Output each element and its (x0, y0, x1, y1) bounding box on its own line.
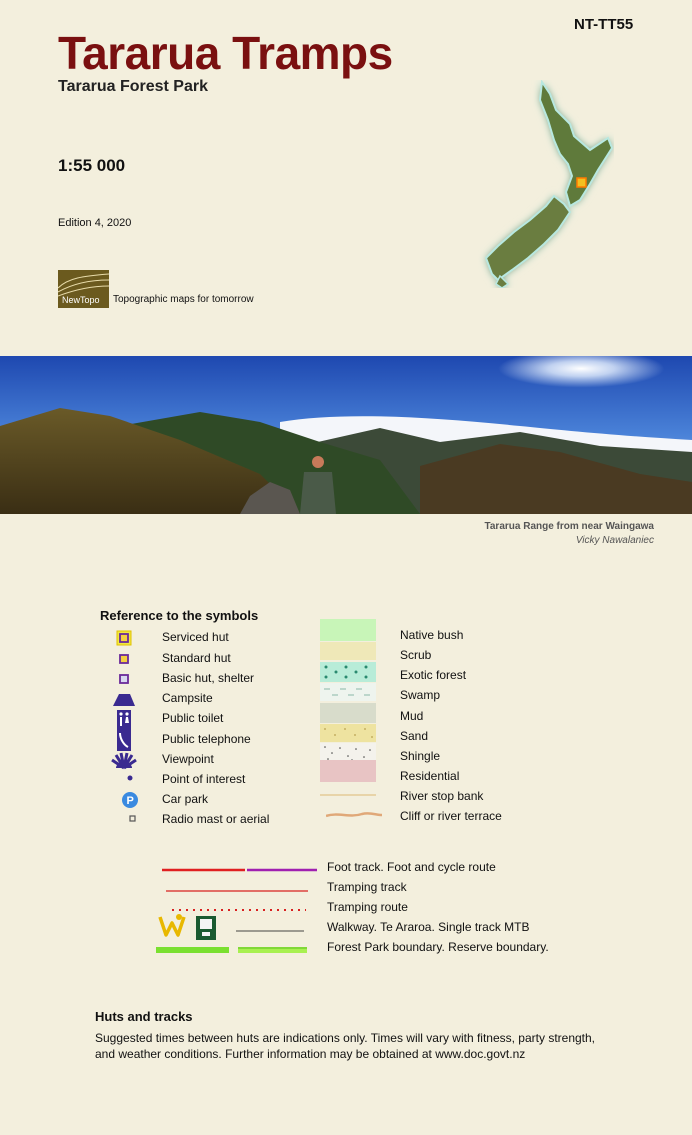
walkway-icon (158, 913, 188, 944)
legend-label-toilet: Public toilet (162, 711, 224, 725)
legend-label-telephone: Public telephone (162, 732, 251, 746)
area-locator-marker (577, 178, 586, 187)
exotic-forest-swatch (320, 662, 376, 682)
legend-label-boundaries: Forest Park boundary. Reserve boundary. (327, 940, 549, 954)
legend-label-standard-hut: Standard hut (162, 651, 231, 665)
legend-label-basic-hut: Basic hut, shelter (162, 671, 255, 685)
legend-label-scrub: Scrub (400, 648, 432, 662)
foot-track-line (162, 862, 320, 880)
forest-park-boundary-line (156, 944, 232, 962)
native-bush-swatch (320, 619, 376, 641)
legend-label-exotic-forest: Exotic forest (400, 668, 467, 682)
legend-label-cliff-terrace: Cliff or river terrace (400, 809, 502, 823)
legend-label-foot-track: Foot track. Foot and cycle route (327, 860, 496, 874)
page-subtitle: Tararua Forest Park (58, 78, 208, 95)
legend-label-serviced-hut: Serviced hut (162, 630, 229, 644)
legend-label-shingle: Shingle (400, 749, 441, 763)
edition-note: Edition 4, 2020 (58, 217, 132, 229)
map-code: NT-TT55 (574, 16, 634, 33)
te-araroa-icon (196, 916, 216, 945)
legend-label-campsite: Campsite (162, 691, 213, 705)
car-park-icon (110, 790, 138, 808)
legend-label-viewpoint: Viewpoint (162, 752, 214, 766)
swamp-swatch (320, 683, 376, 701)
huts-description: Suggested times between huts are indications only. Times will vary with fitness, party strength, and weather conditions. Further information may be obtained at www.doc.govt.nz (95, 1031, 596, 1061)
legend-label-walkway: Walkway. Te Araroa. Single track MTB (327, 920, 530, 934)
map-scale: 1:55 000 (58, 156, 126, 175)
scrub-swatch (320, 642, 376, 660)
mud-swatch (320, 703, 376, 723)
legend-label-tramping-track: Tramping track (327, 880, 407, 894)
page-title: Tararua Tramps (58, 27, 393, 79)
caption-credit: Vicky Nawalaniec (575, 535, 654, 546)
radio-mast-icon (110, 811, 138, 829)
residential-swatch (320, 760, 376, 782)
legend-label-swamp: Swamp (400, 688, 441, 702)
cliff-terrace-swatch (326, 806, 382, 824)
sand-swatch (320, 724, 376, 742)
newtopo-logo (58, 270, 109, 308)
standard-hut-icon (110, 650, 138, 668)
legend-label-tramping-route: Tramping route (327, 900, 408, 914)
legend-label-radio-mast: Radio mast or aerial (162, 812, 270, 826)
logo-text: NewTopo (62, 295, 100, 305)
campsite-icon (110, 690, 138, 708)
reserve-boundary-line (238, 944, 310, 962)
legend-heading: Reference to the symbols (100, 608, 259, 623)
river-stop-bank-swatch (320, 787, 376, 805)
caption-title: Tararua Range from near Waingawa (484, 521, 654, 532)
legend-label-mud: Mud (400, 709, 424, 723)
tramping-track-line (166, 883, 312, 901)
viewpoint-icon (110, 752, 138, 770)
car-park-letter: P (126, 795, 134, 807)
nz-locator-map (478, 80, 614, 288)
tagline: Topographic maps for tomorrow (113, 294, 254, 305)
photo-caption (485, 520, 655, 548)
legend-label-sand: Sand (400, 729, 429, 743)
toilet-icon (110, 710, 138, 728)
legend-label-river-stop-bank: River stop bank (400, 789, 484, 803)
telephone-icon (110, 729, 138, 747)
legend-label-car-park: Car park (162, 792, 209, 806)
huts-heading: Huts and tracks (95, 1009, 193, 1024)
point-of-interest-icon (110, 771, 138, 789)
legend-label-point-of-interest: Point of interest (162, 772, 246, 786)
panorama-photo (0, 356, 692, 514)
legend-label-native-bush: Native bush (400, 628, 464, 642)
tramping-route-line (172, 902, 312, 920)
basic-hut-icon (110, 670, 138, 688)
legend-label-residential: Residential (400, 769, 460, 783)
single-track-mtb-line (236, 923, 308, 941)
serviced-hut-icon (110, 629, 138, 647)
